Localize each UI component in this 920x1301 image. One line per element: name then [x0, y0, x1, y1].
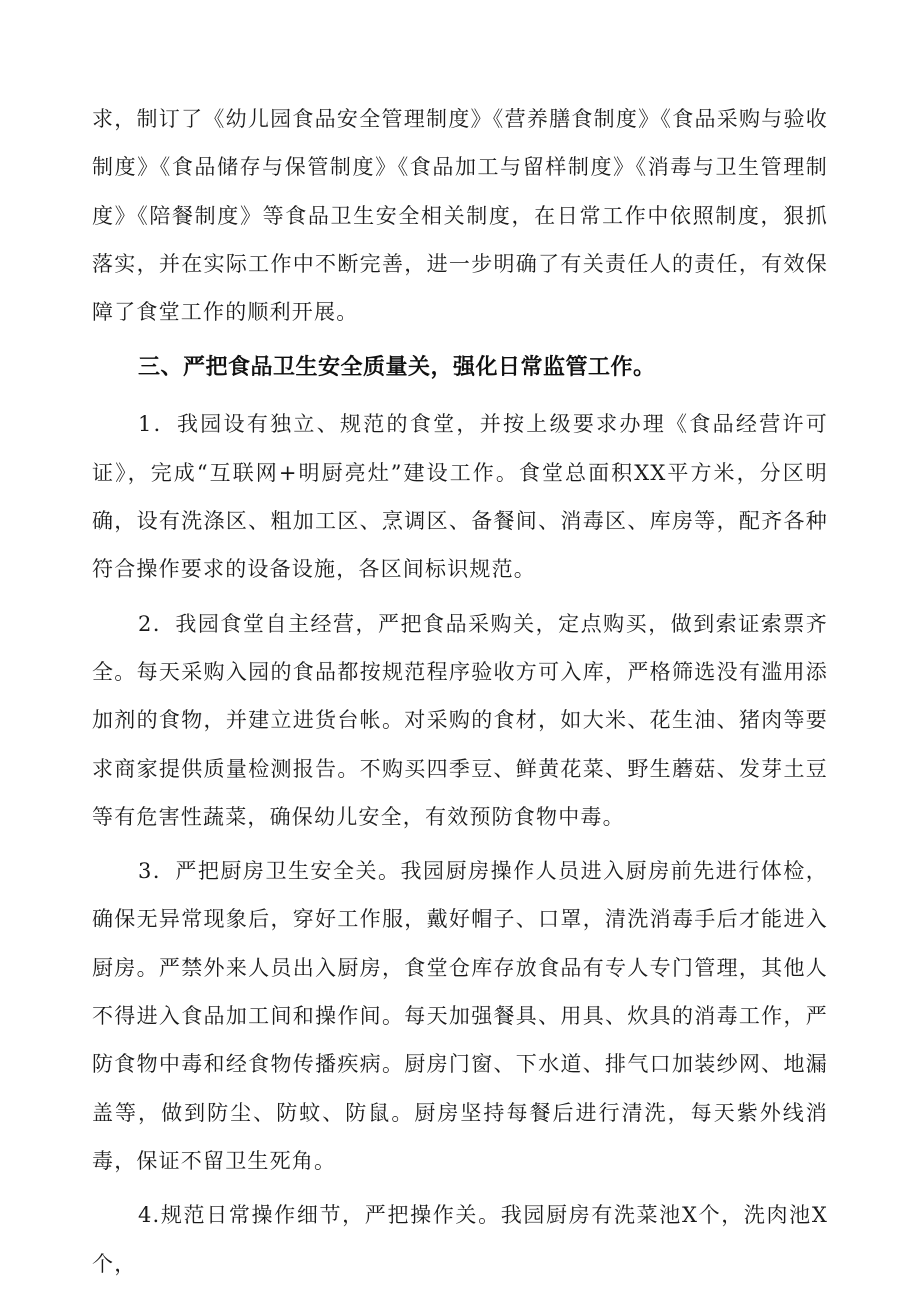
paragraph-item-4: 4.规范日常操作细节，严把操作关。我园厨房有洗菜池X个，洗肉池X个，: [92, 1203, 828, 1276]
paragraph-item-3: 3．严把厨房卫生安全关。我园厨房操作人员进入厨房前先进行体检，确保无异常现象后，穿好工作服，戴好帽子、口罩，清洗消毒手后才能进入厨房。严禁外来人员出入厨房，食堂仓库存放食品有专人专门管理，其他人不得进入食品加工间和操作间。每天加强餐具、用具、炊具的消毒工作，严防食物中毒和经食物传播疾病。厨房门窗、下水道、排气口加装纱网、地漏盖等，做到防尘、防蚊、防鼠。厨房坚持每餐后进行清洗，每天紫外线消毒，保证不留卫生死角。: [92, 859, 828, 1173]
paragraph-continuation: 求，制订了《幼儿园食品安全管理制度》《营养膳食制度》《食品采购与验收制度》《食品储存与保管制度》《食品加工与留样制度》《消毒与卫生管理制度》《陪餐制度》等食品卫生安全相关制度，在日常工作中依照制度，狠抓落实，并在实际工作中不断完善，进一步明确了有关责任人的责任，有效保障了食堂工作的顺利开展。: [92, 107, 828, 325]
section-heading-3: 三、严把食品卫生安全质量关，强化日常监管工作。: [138, 355, 656, 381]
paragraph-item-1: 1．我园设有独立、规范的食堂，并按上级要求办理《食品经营许可证》，完成“互联网+明厨亮灶”建设工作。食堂总面积XX平方米，分区明确，设有洗涤区、粗加工区、烹调区、备餐间、消毒区、库房等，配齐各种符合操作要求的设备设施，各区间标识规范。: [92, 412, 828, 582]
document-body: [92, 95, 828, 1288]
paragraph-item-2: 2．我园食堂自主经营，严把食品采购关，定点购买，做到索证索票齐全。每天采购入园的食品都按规范程序验收方可入库，严格筛选没有滥用添加剂的食物，并建立进货台帐。对采购的食材，如大米、花生油、猪肉等要求商家提供质量检测报告。不购买四季豆、鲜黄花菜、野生蘑菇、发芽土豆等有危害性蔬菜，确保幼儿安全，有效预防食物中毒。: [92, 611, 828, 829]
